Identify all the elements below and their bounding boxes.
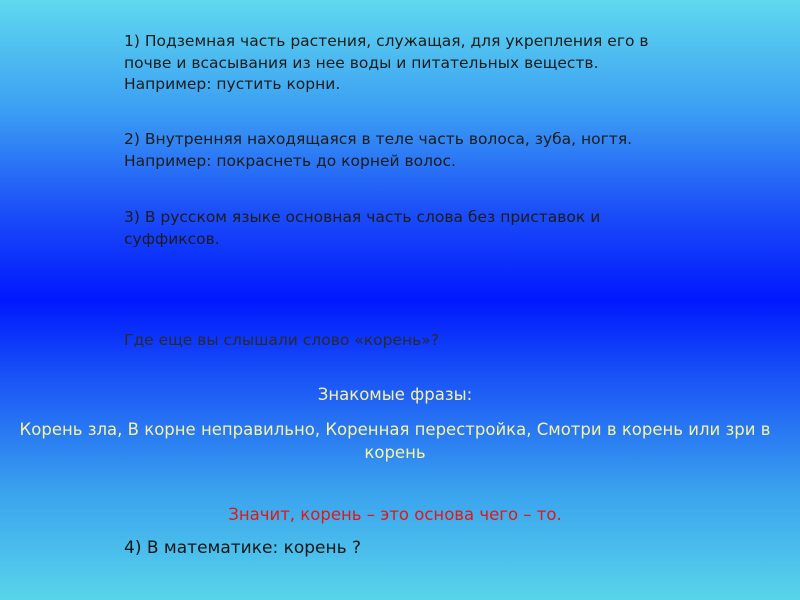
question-text: Где еще вы слышали слово «корень»? xyxy=(124,331,439,349)
phrases-title: Знакомые фразы: xyxy=(317,385,473,404)
definition-2: 2) Внутренняя находящаяся в теле часть волоса, зуба, ногтя. Например: покраснеть до корней волос. xyxy=(124,130,633,170)
definition-3: 3) В русском языке основная часть слова без приставок и суффиксов. xyxy=(124,208,601,248)
phrases-list: Корень зла, В корне неправильно, Коренная перестройка, Смотри в корень или зри в корень xyxy=(19,420,771,462)
math-item: 4) В математике: корень ? xyxy=(124,538,362,558)
definition-1: 1) Подземная часть растения, служащая, для укрепления его в почве и всасывания из нее воды и питательных веществ. Например: пустить корни. xyxy=(124,32,649,93)
conclusion-text: Значит, корень – это основа чего – то. xyxy=(228,505,562,524)
